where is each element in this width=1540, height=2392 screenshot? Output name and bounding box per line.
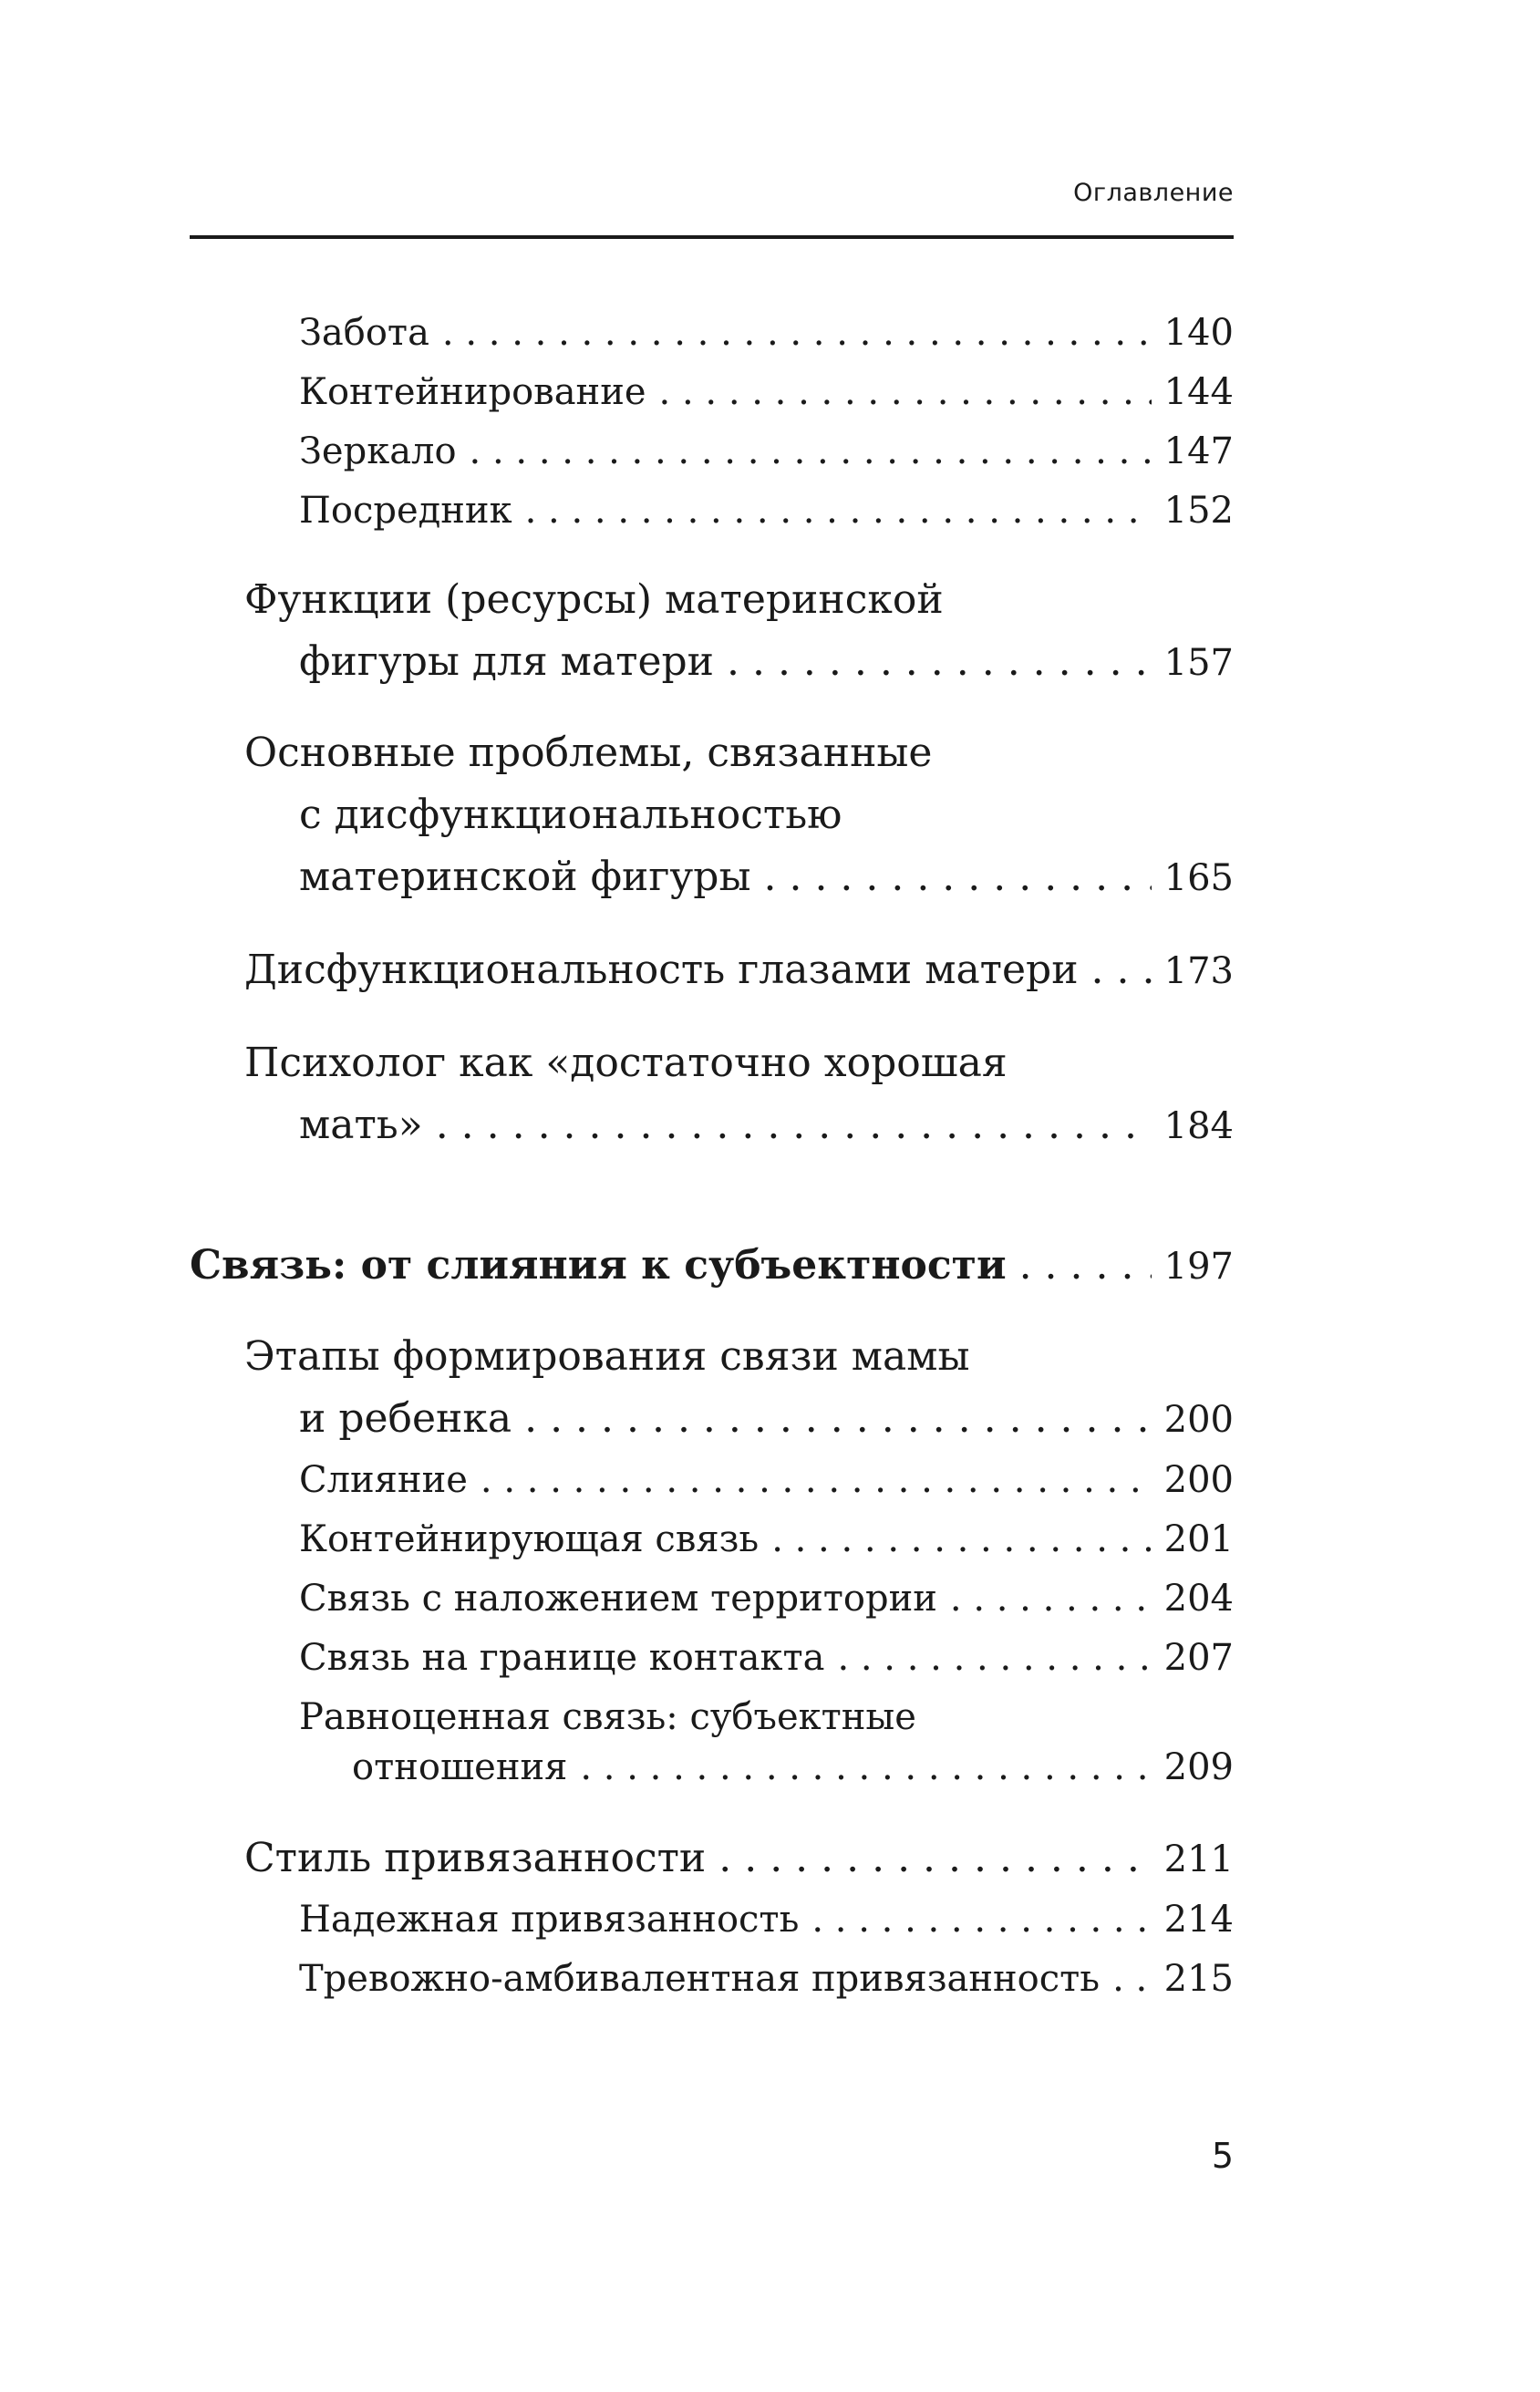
toc-entry-page: 214 (1163, 1899, 1234, 1941)
toc-entry-title: мать» (299, 1102, 423, 1148)
toc-entry-page: 201 (1163, 1518, 1234, 1560)
toc-entry[interactable] (299, 1899, 1234, 1941)
dot-leader (811, 1899, 1151, 1941)
toc-entry-page: 200 (1163, 1399, 1234, 1441)
toc-entry-first-line: Равноценная связь: субъектные (299, 1696, 916, 1738)
toc-entry-first-line: Основные проблемы, связанные (244, 730, 933, 776)
dot-leader (837, 1637, 1151, 1679)
toc-entry[interactable] (299, 1958, 1234, 2000)
toc-entry[interactable] (299, 1395, 1234, 1442)
toc-entry-first-line: Этапы формирования связи мамы (244, 1333, 970, 1380)
toc-entry-title: Посредник (299, 490, 512, 532)
toc-entry-page: 147 (1163, 430, 1234, 472)
toc-entry-title: Контейнирующая связь (299, 1518, 760, 1560)
dot-leader (1091, 947, 1152, 993)
dot-leader (1019, 1242, 1152, 1289)
dot-leader (524, 1395, 1152, 1442)
toc-chapter-title: Связь: от слияния к субъектности (190, 1242, 1007, 1289)
toc-entry[interactable] (299, 1578, 1234, 1620)
dot-leader (950, 1578, 1152, 1620)
toc-entry-title: и ребенка (299, 1395, 512, 1442)
toc-entry-title: Контейнирование (299, 371, 646, 413)
toc-entry[interactable] (299, 854, 1234, 900)
toc-entry-page: 197 (1163, 1246, 1234, 1288)
toc-entry[interactable] (244, 947, 1234, 993)
dot-leader (764, 854, 1152, 900)
toc-entry-title: Забота (299, 312, 429, 354)
toc-entry-second-line: с дисфункциональностью (299, 792, 842, 838)
dot-leader (659, 371, 1152, 413)
dot-leader (436, 1102, 1152, 1148)
page-number: 5 (1211, 2136, 1234, 2176)
dot-leader (525, 490, 1152, 532)
dot-leader (771, 1518, 1151, 1560)
dot-leader (718, 1835, 1151, 1881)
toc-entry-page: 207 (1163, 1637, 1234, 1679)
dot-leader (727, 638, 1152, 685)
toc-entry[interactable] (299, 312, 1234, 354)
toc-entry-first-line: Психолог как «достаточно хорошая (244, 1040, 1008, 1086)
toc-entry-title: Дисфункциональность глазами матери (244, 947, 1079, 993)
toc-entry-page: 140 (1163, 312, 1234, 354)
toc-entry-title: Тревожно-амбивалентная привязанность (299, 1958, 1101, 2000)
toc-entry[interactable] (299, 1459, 1234, 1501)
toc-entry-title: Надежная привязанность (299, 1899, 800, 1941)
dot-leader (481, 1459, 1152, 1501)
toc-entry[interactable] (299, 430, 1234, 472)
toc-entry[interactable] (299, 1102, 1234, 1148)
toc-entry-page: 215 (1163, 1958, 1234, 2000)
toc-entry-page: 152 (1163, 490, 1234, 532)
toc-entry-title: Стиль привязанности (244, 1835, 707, 1881)
toc-entry-title: фигуры для матери (299, 638, 714, 685)
toc-entry-page: 173 (1163, 950, 1234, 992)
toc-entry-page: 204 (1163, 1578, 1234, 1620)
toc-entry-page: 157 (1163, 642, 1234, 684)
toc-entry-title: отношения (352, 1746, 568, 1788)
toc-chapter-entry[interactable] (190, 1242, 1234, 1289)
toc-entry-title: материнской фигуры (299, 854, 751, 900)
toc-entry[interactable] (352, 1746, 1234, 1788)
toc-entry-page: 200 (1163, 1459, 1234, 1501)
toc-entry-page: 165 (1163, 857, 1234, 899)
dot-leader (442, 312, 1152, 354)
toc-entry[interactable] (299, 490, 1234, 532)
toc-entry[interactable] (244, 1835, 1234, 1881)
toc-entry[interactable] (299, 371, 1234, 413)
dot-leader (580, 1746, 1151, 1788)
toc-entry-title: Зеркало (299, 430, 457, 472)
dot-leader (470, 430, 1152, 472)
running-head: Оглавление (1073, 179, 1234, 207)
toc-entry-page: 209 (1163, 1746, 1234, 1788)
toc-entry-title: Связь с наложением территории (299, 1578, 937, 1620)
toc-entry-page: 211 (1163, 1838, 1234, 1880)
toc-entry-title: Связь на границе контакта (299, 1637, 825, 1679)
toc-entry-page: 184 (1163, 1105, 1234, 1147)
toc-entry-title: Слияние (299, 1459, 468, 1501)
toc-entry[interactable] (299, 638, 1234, 685)
toc-entry[interactable] (299, 1637, 1234, 1679)
toc-entry[interactable] (299, 1518, 1234, 1560)
dot-leader (1112, 1958, 1152, 2000)
toc-entry-first-line: Функции (ресурсы) материнской (244, 576, 944, 623)
toc-entry-page: 144 (1163, 371, 1234, 413)
